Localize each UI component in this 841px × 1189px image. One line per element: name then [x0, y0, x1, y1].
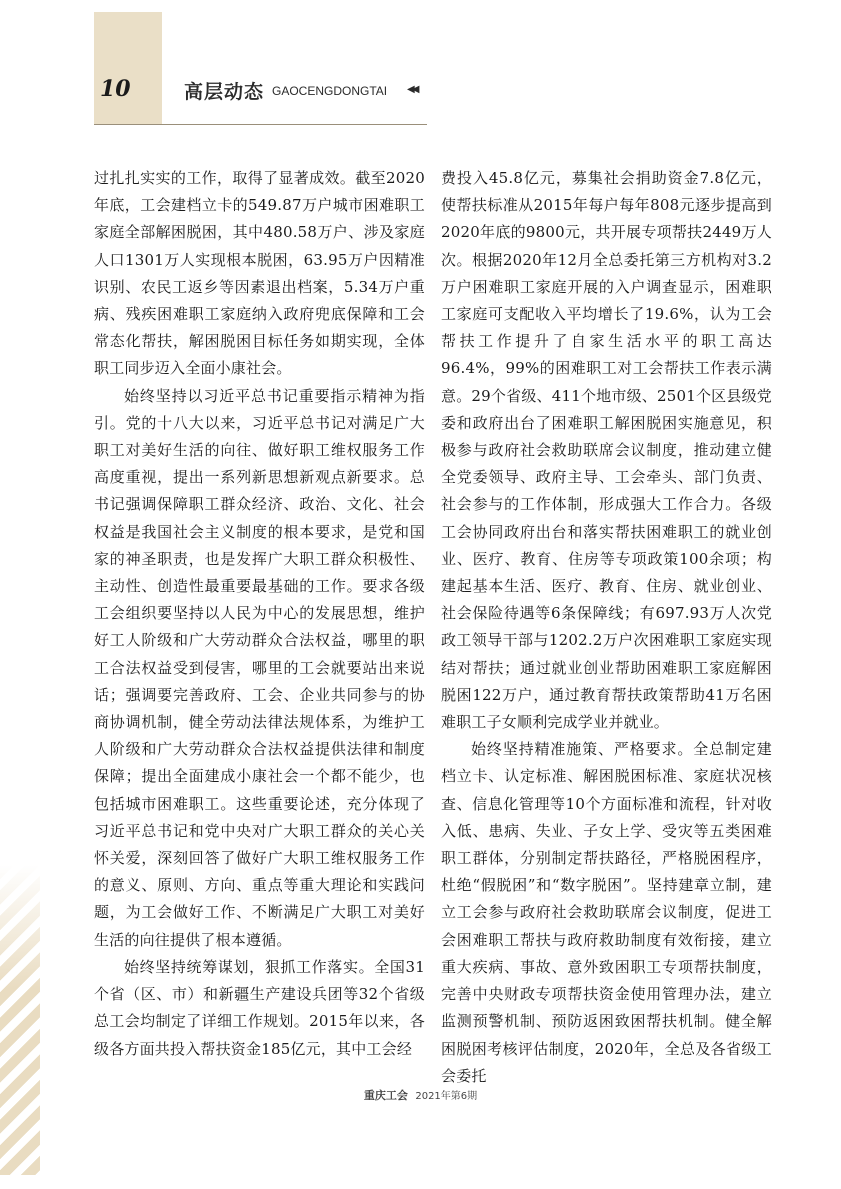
decorative-stripes-fade	[0, 865, 40, 1175]
magazine-name: 重庆工会	[363, 1089, 408, 1102]
paragraph: 始终坚持精准施策、严格要求。全总制定建档立卡、认定标准、解困脱困标准、家庭状况核查、信息化管理等10个方面标准和流程，针对收入低、患病、失业、子女上学、受灾等五类困难职工群体，分别制定帮扶路径，严格脱困程序，杜绝“假脱困”和“数字脱困”。坚持建章立制，建立工会参与政府社会救助联席会议制度，促进工会困难职工帮扶与政府救助制度有效衔接，建立重大疾病、事故、意外致困职工专项帮扶制度，完善中央财政专项帮扶资金使用管理办法，建立监测预警机制、预防返困致困帮扶机制。健全解困脱困考核评估制度，2020年，全总及各省级工会委托	[441, 740, 772, 1085]
right-column	[441, 165, 772, 1090]
page-footer	[0, 1087, 841, 1103]
paragraph: 费投入45.8亿元，募集社会捐助资金7.8亿元，使帮扶标准从2015年每户每年808元逐步提高到2020年底的9800元，共开展专项帮扶2449万人次。根据2020年12月全总委托第三方机构对3.2万户困难职工家庭开展的入户调查显示，困难职工家庭可支配收入平均增长了19.6%，认为工会帮扶工作提升了自家生活水平的职工高达96.4%，99%的困难职工对工会帮扶工作表示满意。29个省级、411个地市级、2501个区县级党委和政府出台了困难职工解困脱困实施意见，积极参与政府社会救助联席会议制度，推动建立健全党委领导、政府主导、工会牵头、部门负责、社会参与的工作体制，形成强大工作合力。各级工会协同政府出台和落实帮扶困难职工的就业创业、医疗、教育、住房等专项政策100余项；构建起基本生活、医疗、教育、住房、就业创业、社会保险待遇等6条保障线；有697.93万人次党政工领导干部与1202.2万户次困难职工家庭实现结对帮扶；通过就业创业帮助困难职工家庭解困脱困122万户，通过教育帮扶政策帮助41万名困难职工子女顺利完成学业并就业。	[441, 169, 772, 732]
paragraph: 过扎扎实实的工作，取得了显著成效。截至2020年底，工会建档立卡的549.87万户城市困难职工家庭全部解困脱困，其中480.58万户、涉及家庭人口1301万人实现根本脱困，63.95万户因精准识别、农民工返乡等因素退出档案，5.34万户重病、残疾困难职工家庭纳入政府兜底保障和工会常态化帮扶，解困脱困目标任务如期实现，全体职工同步迈入全面小康社会。	[94, 169, 425, 378]
double-arrow-left-icon: ◀◀	[407, 84, 417, 95]
paragraph: 始终坚持以习近平总书记重要指示精神为指引。党的十八大以来，习近平总书记对满足广大职工对美好生活的向往、做好职工维权服务工作高度重视，提出一系列新思想新观点新要求。总书记强调保障职工群众经济、政治、文化、社会权益是我国社会主义制度的根本要求，是党和国家的神圣职责，也是发挥广大职工群众积极性、主动性、创造性最重要最基础的工作。要求各级工会组织要坚持以人民为中心的发展思想，维护好工人阶级和广大劳动群众合法权益，哪里的职工合法权益受到侵害，哪里的工会就要站出来说话；强调要完善政府、工会、企业共同参与的协商协调机制，健全劳动法律法规体系，为维护工人阶级和广大劳动群众合法权益提供法律和制度保障；提出全面建成小康社会一个都不能少，也包括城市困难职工。这些重要论述，充分体现了习近平总书记和党中央对广大职工群众的关心关怀关爱，深刻回答了做好广大职工维权服务工作的意义、原则、方向、重点等重大理论和实践问题，为工会做好工作、不断满足广大职工对美好生活的向往提供了根本遵循。	[94, 386, 425, 949]
header-divider	[94, 124, 427, 125]
section-subtitle: GAOCENGDONGTAI	[272, 84, 388, 98]
header-tab	[94, 12, 162, 124]
left-column	[94, 165, 425, 1063]
issue-label: 2021年第6期	[415, 1091, 478, 1102]
section-title: 高层动态	[184, 81, 265, 103]
page-number: 10	[100, 76, 131, 102]
paragraph: 始终坚持统筹谋划，狠抓工作落实。全国31个省（区、市）和新疆生产建设兵团等32个省级总工会均制定了详细工作规划。2015年以来，各级各方面共投入帮扶资金185亿元，其中工会经	[94, 957, 425, 1058]
